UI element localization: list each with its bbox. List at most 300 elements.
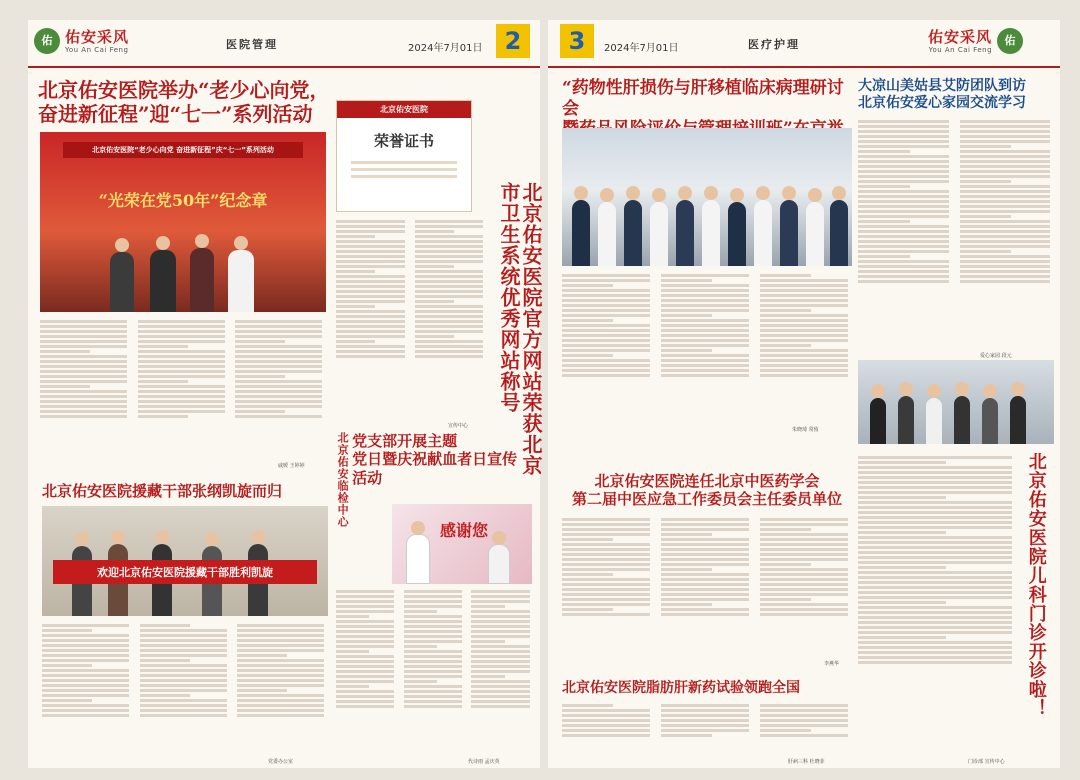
- text-line: [404, 625, 462, 628]
- text-line: [336, 615, 369, 618]
- photo-slogan: “光荣在党50年”纪念章: [98, 191, 268, 210]
- text-line: [858, 195, 949, 198]
- text-line: [415, 330, 484, 333]
- text-line: [960, 135, 1051, 138]
- text-line: [858, 531, 946, 534]
- text-line: [415, 320, 484, 323]
- text-line: [404, 630, 462, 633]
- text-line: [760, 369, 848, 372]
- page-number: 2: [496, 24, 530, 58]
- text-line: [336, 625, 394, 628]
- text-line: [661, 704, 749, 707]
- text-line: [661, 719, 749, 722]
- text-line: [562, 538, 613, 541]
- person: [926, 398, 942, 444]
- text-line: [960, 195, 1051, 198]
- text-line: [858, 486, 1012, 489]
- text-line: [960, 175, 1051, 178]
- text-line: [858, 656, 1012, 659]
- text-line: [471, 590, 529, 593]
- text-line: [960, 280, 1051, 283]
- text-line: [42, 634, 129, 637]
- text-line: [661, 344, 749, 347]
- person: [728, 202, 746, 266]
- text-line: [960, 155, 1051, 158]
- text-line: [42, 629, 92, 632]
- text-line: [562, 548, 650, 551]
- text-line: [237, 689, 287, 692]
- article-1-signature: 朱晓琦 常侑: [792, 427, 819, 433]
- text-line: [858, 606, 1012, 609]
- text-line: [336, 265, 405, 268]
- text-line: [235, 400, 322, 403]
- text-line: [237, 674, 324, 677]
- text-line: [858, 130, 949, 133]
- text-line: [235, 365, 322, 368]
- text-line: [42, 649, 129, 652]
- person: [676, 200, 694, 266]
- text-line: [858, 180, 949, 183]
- text-line: [760, 583, 848, 586]
- text-line: [562, 299, 650, 302]
- text-line: [562, 289, 650, 292]
- text-line: [562, 543, 650, 546]
- text-line: [404, 640, 462, 643]
- article-5-body: [562, 702, 852, 756]
- article-5-signature: 肝病三科 杜晓菲: [788, 759, 825, 765]
- text-line: [562, 359, 650, 362]
- text-line: [336, 705, 394, 708]
- text-line: [138, 400, 225, 403]
- text-line: [42, 684, 129, 687]
- article-1-body: [562, 272, 852, 422]
- text-line: [415, 300, 454, 303]
- text-line: [471, 650, 529, 653]
- text-line: [858, 230, 949, 233]
- text-line: [237, 699, 324, 702]
- text-line: [960, 125, 1051, 128]
- text-line: [760, 558, 848, 561]
- text-line: [404, 680, 437, 683]
- article-3-signature: 党委办公室: [268, 759, 294, 765]
- photo-banner-text: 北京佑安医院“老少心向党 奋进新征程”庆“七一”系列活动: [63, 142, 303, 158]
- text-line: [140, 659, 190, 662]
- text-line: [760, 729, 811, 732]
- text-line: [42, 639, 129, 642]
- text-line: [858, 170, 949, 173]
- text-line: [336, 350, 405, 353]
- text-line: [760, 374, 848, 377]
- blood-donation-photo: [392, 504, 532, 584]
- text-line: [140, 669, 227, 672]
- text-line: [138, 355, 225, 358]
- text-line: [40, 415, 127, 418]
- text-line: [661, 573, 749, 576]
- text-line: [960, 220, 1051, 223]
- text-line: [960, 255, 1051, 258]
- certificate-photo: [336, 100, 472, 212]
- text-line: [336, 665, 394, 668]
- text-line: [336, 690, 394, 693]
- text-line: [562, 613, 650, 616]
- text-line: [336, 650, 369, 653]
- text-line: [237, 634, 324, 637]
- masthead-name-en: You An Cai Feng: [65, 45, 129, 54]
- text-line: [237, 704, 324, 707]
- text-line: [336, 280, 405, 283]
- text-line: [471, 680, 529, 683]
- text-line: [336, 355, 405, 358]
- text-line: [140, 649, 227, 652]
- text-line: [471, 640, 504, 643]
- text-line: [858, 461, 946, 464]
- text-line: [415, 350, 484, 353]
- text-line: [404, 660, 462, 663]
- text-line: [415, 270, 484, 273]
- text-line: [140, 629, 227, 632]
- text-line: [40, 350, 90, 353]
- person: [870, 398, 886, 444]
- text-line: [960, 250, 1012, 253]
- text-line: [415, 220, 484, 223]
- welcome-photo: [42, 506, 328, 616]
- text-line: [415, 235, 484, 238]
- article-3-body: [42, 622, 328, 758]
- text-line: [960, 145, 1012, 148]
- text-line: [760, 613, 848, 616]
- text-line: [760, 714, 848, 717]
- text-line: [40, 340, 127, 343]
- text-line: [661, 274, 749, 277]
- text-line: [858, 636, 946, 639]
- person: [806, 202, 824, 266]
- text-line: [235, 385, 322, 388]
- text-line: [562, 349, 650, 352]
- text-line: [415, 260, 484, 263]
- text-line: [42, 689, 129, 692]
- person: [954, 396, 970, 444]
- text-line: [858, 481, 1012, 484]
- text-line: [40, 395, 127, 398]
- text-line: [336, 245, 405, 248]
- text-line: [760, 289, 848, 292]
- text-line: [562, 704, 613, 707]
- text-line: [404, 600, 462, 603]
- text-line: [336, 325, 405, 328]
- text-line: [237, 684, 324, 687]
- text-line: [140, 709, 227, 712]
- text-line: [858, 491, 1012, 494]
- text-line: [562, 593, 650, 596]
- text-line: [562, 729, 650, 732]
- text-line: [336, 640, 394, 643]
- text-line: [40, 355, 127, 358]
- text-line: [235, 375, 285, 378]
- text-line: [404, 705, 462, 708]
- person: [624, 200, 642, 266]
- text-line: [138, 410, 225, 413]
- photo-caption-text: 感谢您: [440, 521, 489, 540]
- text-line: [237, 714, 324, 717]
- text-line: [858, 145, 949, 148]
- text-line: [562, 339, 650, 342]
- text-line: [404, 670, 462, 673]
- page-header: [548, 20, 1060, 68]
- text-line: [661, 289, 749, 292]
- text-line: [760, 364, 848, 367]
- text-line: [415, 230, 454, 233]
- text-line: [858, 626, 1012, 629]
- text-line: [237, 659, 324, 662]
- text-line: [140, 679, 227, 682]
- text-line: [858, 220, 910, 223]
- text-line: [562, 719, 650, 722]
- text-line: [858, 200, 949, 203]
- text-line: [858, 571, 1012, 574]
- text-line: [140, 624, 190, 627]
- text-line: [661, 518, 749, 521]
- masthead-name: 佑安采风: [928, 27, 993, 46]
- text-line: [858, 516, 1012, 519]
- text-line: [858, 501, 1012, 504]
- page-header: [28, 20, 540, 68]
- text-line: [138, 405, 225, 408]
- text-line: [404, 610, 437, 613]
- text-line: [562, 603, 650, 606]
- text-line: [336, 630, 394, 633]
- text-line: [404, 650, 462, 653]
- article-2-body: [858, 118, 1054, 350]
- visit-photo: [858, 360, 1054, 444]
- text-line: [661, 299, 749, 302]
- text-line: [858, 591, 1012, 594]
- text-line: [858, 160, 949, 163]
- text-line: [760, 538, 848, 541]
- text-line: [40, 410, 127, 413]
- text-line: [960, 265, 1051, 268]
- text-line: [858, 596, 1012, 599]
- text-line: [235, 325, 322, 328]
- text-line: [858, 561, 1012, 564]
- text-line: [415, 265, 454, 268]
- text-line: [960, 270, 1051, 273]
- text-line: [760, 274, 811, 277]
- text-line: [415, 285, 484, 288]
- person: [1010, 396, 1026, 444]
- text-line: [661, 294, 749, 297]
- text-line: [661, 563, 749, 566]
- person: [830, 200, 848, 266]
- text-line: [140, 704, 227, 707]
- text-line: [42, 659, 129, 662]
- text-line: [562, 304, 650, 307]
- text-line: [404, 695, 462, 698]
- text-line: [858, 566, 946, 569]
- text-line: [140, 634, 227, 637]
- text-line: [562, 369, 650, 372]
- text-line: [336, 590, 394, 593]
- text-line: [858, 496, 946, 499]
- text-line: [40, 370, 127, 373]
- text-line: [404, 665, 462, 668]
- text-line: [562, 274, 650, 277]
- text-line: [138, 325, 225, 328]
- text-line: [661, 714, 749, 717]
- text-line: [858, 125, 949, 128]
- text-line: [138, 380, 188, 383]
- text-line: [562, 588, 650, 591]
- text-line: [140, 644, 227, 647]
- text-line: [858, 280, 949, 283]
- text-line: [138, 340, 225, 343]
- text-line: [858, 135, 949, 138]
- text-line: [562, 598, 650, 601]
- text-line: [404, 655, 462, 658]
- text-line: [471, 625, 529, 628]
- text-line: [138, 320, 225, 323]
- headline-party-activity: 北京佑安医院举办“老少心向党， 奋进新征程”迎“七一”系列活动: [38, 78, 330, 127]
- article-2-signature: 爱心家园 段元: [980, 353, 1012, 359]
- text-line: [140, 664, 227, 667]
- text-line: [42, 714, 129, 717]
- text-line: [336, 645, 394, 648]
- text-line: [661, 578, 749, 581]
- text-line: [562, 518, 650, 521]
- text-line: [415, 275, 484, 278]
- text-line: [858, 616, 1012, 619]
- text-line: [138, 335, 225, 338]
- text-line: [404, 590, 462, 593]
- text-line: [336, 230, 405, 233]
- text-line: [336, 295, 405, 298]
- text-line: [336, 335, 405, 338]
- text-line: [404, 635, 462, 638]
- article-3-signature: 李燕华: [824, 661, 840, 667]
- text-line: [858, 140, 949, 143]
- page-3: [548, 20, 1060, 768]
- text-line: [562, 354, 613, 357]
- text-line: [661, 284, 749, 287]
- text-line: [760, 598, 811, 601]
- text-line: [235, 395, 322, 398]
- text-line: [471, 700, 529, 703]
- text-line: [404, 605, 462, 608]
- text-line: [858, 551, 1012, 554]
- text-line: [336, 600, 394, 603]
- text-line: [760, 573, 848, 576]
- text-line: [336, 250, 405, 253]
- text-line: [858, 190, 949, 193]
- text-line: [40, 345, 127, 348]
- text-line: [235, 380, 322, 383]
- text-line: [471, 685, 529, 688]
- text-line: [42, 674, 129, 677]
- text-line: [237, 694, 324, 697]
- section-title: 医疗护理: [748, 38, 800, 51]
- text-line: [858, 521, 1012, 524]
- person: [650, 202, 668, 266]
- text-line: [235, 340, 285, 343]
- text-line: [336, 700, 394, 703]
- person: [754, 200, 772, 266]
- text-line: [40, 330, 127, 333]
- text-line: [960, 230, 1051, 233]
- text-line: [760, 319, 848, 322]
- text-line: [415, 355, 484, 358]
- text-line: [336, 675, 394, 678]
- text-line: [235, 355, 322, 358]
- text-line: [661, 369, 749, 372]
- text-line: [661, 533, 712, 536]
- text-line: [140, 639, 227, 642]
- text-line: [661, 593, 749, 596]
- text-line: [858, 240, 949, 243]
- article-1-body: [40, 318, 326, 460]
- text-line: [562, 314, 650, 317]
- text-line: [471, 620, 529, 623]
- text-line: [661, 528, 749, 531]
- masthead-name-en: You An Cai Feng: [928, 45, 993, 54]
- text-line: [336, 305, 375, 308]
- text-line: [858, 466, 1012, 469]
- text-line: [661, 548, 749, 551]
- text-line: [760, 304, 848, 307]
- text-line: [960, 205, 1051, 208]
- headline-tibet-cadre: 北京佑安医院援藏干部张纲凯旋而归: [42, 482, 283, 500]
- text-line: [471, 605, 504, 608]
- text-line: [661, 324, 749, 327]
- text-line: [760, 578, 848, 581]
- text-line: [760, 543, 848, 546]
- text-line: [960, 245, 1051, 248]
- text-line: [960, 235, 1051, 238]
- text-line: [404, 700, 462, 703]
- text-line: [960, 180, 1012, 183]
- text-line: [661, 523, 749, 526]
- text-line: [40, 325, 127, 328]
- text-line: [661, 729, 749, 732]
- article-4-signature: 代诗雨 孟庆英: [468, 759, 500, 765]
- text-line: [858, 250, 949, 253]
- text-line: [858, 245, 949, 248]
- text-line: [858, 225, 949, 228]
- text-line: [760, 334, 848, 337]
- text-line: [858, 651, 1012, 654]
- text-line: [661, 588, 749, 591]
- person: [488, 544, 510, 584]
- article-4-body: [336, 588, 532, 756]
- text-line: [562, 528, 650, 531]
- text-line: [235, 345, 322, 348]
- issue-date: 2024年7月01日: [408, 43, 483, 54]
- text-line: [415, 295, 484, 298]
- text-line: [562, 568, 650, 571]
- text-line: [858, 541, 1012, 544]
- text-line: [404, 620, 462, 623]
- text-line: [138, 370, 225, 373]
- text-line: [336, 620, 394, 623]
- text-line: [471, 635, 529, 638]
- text-line: [415, 250, 484, 253]
- article-4-body: [858, 454, 1018, 754]
- text-line: [138, 375, 225, 378]
- text-line: [237, 669, 324, 672]
- text-line: [40, 405, 127, 408]
- text-line: [661, 598, 749, 601]
- text-line: [237, 639, 324, 642]
- text-line: [138, 365, 225, 368]
- text-line: [237, 644, 324, 647]
